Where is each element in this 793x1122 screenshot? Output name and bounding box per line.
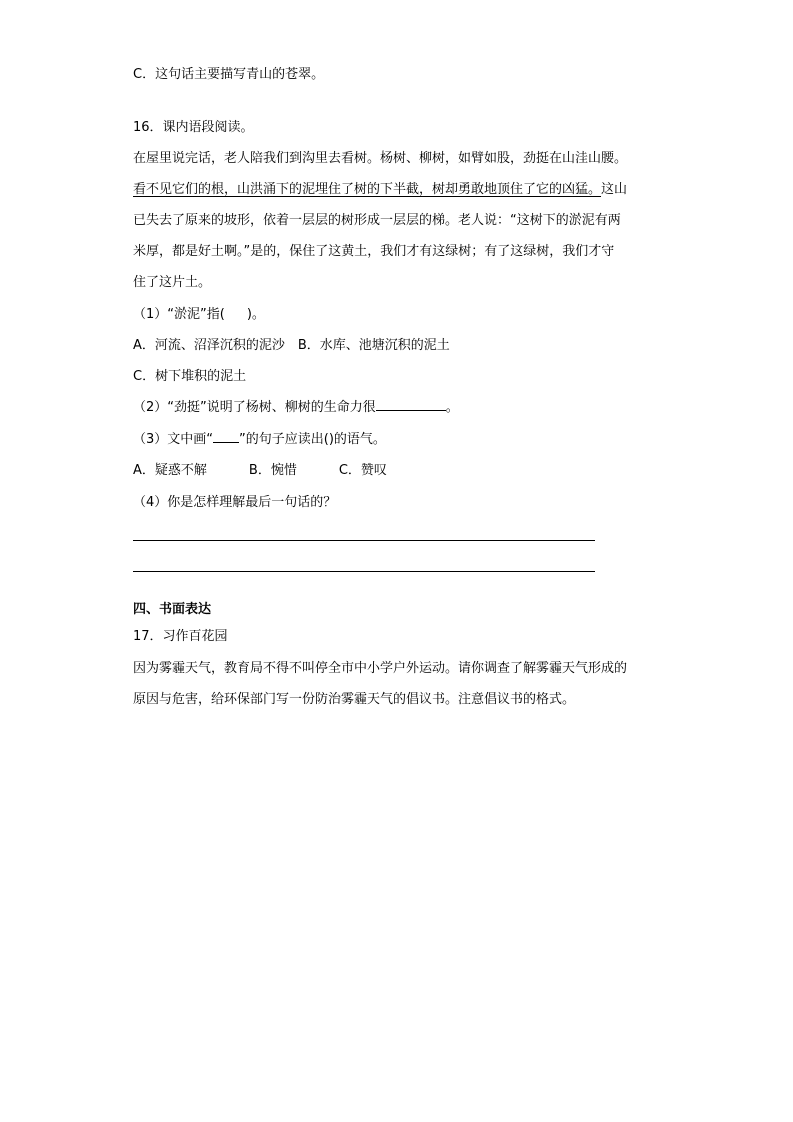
q17-title: 17．习作百花园 [133, 629, 228, 644]
q16-sub4-stem: （4）你是怎样理解最后一句话的？ [133, 495, 337, 510]
section4-heading: 四、书面表达 [133, 602, 212, 617]
sub2-answer-blank[interactable] [376, 398, 446, 411]
answer-line-2[interactable] [133, 571, 595, 572]
sub3-stem-post: ”的句子应读出()的语气。 [239, 432, 386, 447]
underline-sample [213, 430, 239, 443]
sub2-stem-pre: （2）“劲挺”说明了杨树、柳树的生命力很 [133, 400, 376, 415]
q16-passage-line2 [133, 180, 627, 200]
q16-passage-line1: 在屋里说完话，老人陪我们到沟里去看树。杨树、柳树，如臂如股，劲挺在山洼山腰。 [133, 151, 628, 166]
q15-option-c: C．这句话主要描写青山的苍翠。 [133, 67, 325, 82]
q16-passage-line3: 已失去了原来的坡形，依着一层层的树形成一层层的梯。老人说：“这树下的淤泥有两 [133, 213, 621, 228]
q17-line2: 原因与危害，给环保部门写一份防治雾霾天气的倡议书。注意倡议书的格式。 [133, 692, 576, 707]
q16-sub2-stem [133, 398, 459, 418]
q16-sub1-option-c: C．树下堆积的泥土 [133, 369, 247, 384]
q16-title: 16．课内语段阅读。 [133, 120, 254, 135]
q16-sub3-options [133, 461, 387, 481]
passage-line2-rest: 这山 [601, 182, 628, 197]
sub3-option-b: B．惋惜 [248, 463, 297, 478]
sub2-stem-post: 。 [445, 400, 459, 415]
sub3-option-a: A．疑惑不解 [133, 463, 207, 478]
sub3-option-c: C．赞叹 [338, 463, 387, 478]
q16-sub3-stem [133, 430, 386, 450]
q16-passage-line5: 住了这片土。 [133, 275, 212, 290]
q16-sub1-stem [133, 305, 265, 325]
sub1-stem-pre: （1）“淤泥”指( [133, 307, 225, 322]
q17-line1: 因为雾霾天气，教育局不得不叫停全市中小学户外运动。请你调查了解雾霾天气形成的 [133, 661, 628, 676]
q16-sub1-options-ab: A．河流、沼泽沉积的泥沙 B．水库、池塘沉积的泥土 [133, 338, 450, 353]
underlined-sentence: 看不见它们的根，山洪涌下的泥埋住了树的下半截，树却勇敢地顶住了它的凶猛。 [133, 182, 602, 197]
sub3-stem-pre: （3）文中画“ [133, 432, 214, 447]
q16-passage-line4: 米厚，都是好土啊。”是的，保住了这黄土，我们才有这绿树；有了这绿树，我们才守 [133, 244, 615, 259]
sub1-stem-post: )。 [246, 307, 265, 322]
answer-line-1[interactable] [133, 540, 595, 541]
